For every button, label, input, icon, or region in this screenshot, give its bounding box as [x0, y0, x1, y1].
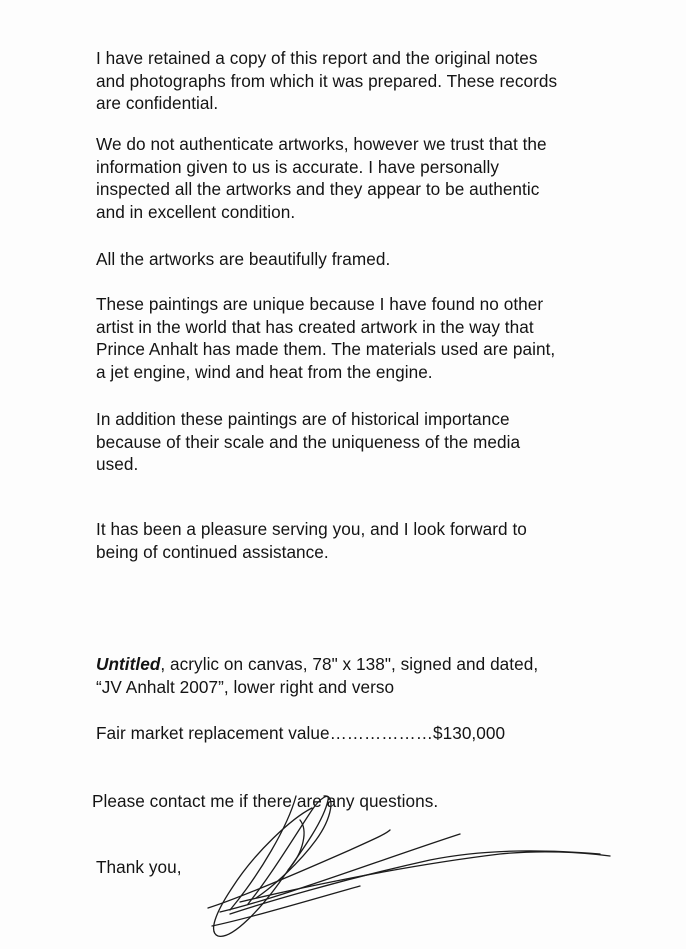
paragraph-line: used. — [96, 454, 139, 474]
artwork-line-2: “JV Anhalt 2007”, lower right and verso — [96, 676, 395, 697]
paragraph-line: and photographs from which it was prepared. These records — [96, 70, 558, 91]
paragraph-line: artist in the world that has created artwork in the way that — [96, 316, 534, 337]
contact-text: Please contact me if there are any questions. — [92, 791, 439, 811]
valuation-line — [96, 722, 656, 745]
paragraph-line: These paintings are unique because I have found no other — [96, 294, 544, 314]
artwork-title: Untitled — [96, 654, 161, 674]
paragraph-line: inspected all the artworks and they appear to be authentic — [96, 179, 540, 199]
paragraph-line: and in excellent condition. — [96, 201, 296, 222]
paragraph-line: In addition these paintings are of historical importance — [96, 409, 510, 429]
paragraph-line: Prince Anhalt has made them. The materials used are paint, — [96, 339, 556, 359]
paragraph-records — [96, 47, 656, 115]
paragraph-uniqueness — [96, 293, 656, 383]
paragraph-line: are confidential. — [96, 93, 219, 113]
paragraph-historical — [96, 408, 656, 476]
artwork-description — [96, 653, 656, 698]
paragraph-pleasure — [96, 518, 656, 563]
paragraph-line: It has been a pleasure serving you, and I look forward to — [96, 519, 527, 539]
paragraph-framing — [96, 248, 656, 271]
paragraph-line: All the artworks are beautifully framed. — [96, 249, 391, 269]
paragraph-authentication — [96, 133, 656, 223]
paragraph-line: a jet engine, wind and heat from the engine. — [96, 361, 433, 382]
paragraph-line: information given to us is accurate. I have personally — [96, 156, 499, 177]
paragraph-line: I have retained a copy of this report and the original notes — [96, 48, 538, 68]
artwork-details: , acrylic on canvas, 78" x 138", signed and dated, — [160, 654, 539, 674]
artwork-line-1 — [96, 653, 656, 676]
signature-icon — [200, 790, 620, 945]
valuation-text: Fair market replacement value………………$130,000 — [96, 723, 506, 743]
closing-text: Thank you, — [96, 857, 182, 877]
paragraph-line: We do not authenticate artworks, however we trust that the — [96, 134, 547, 154]
paragraph-line: being of continued assistance. — [96, 541, 329, 562]
paragraph-line: because of their scale and the uniqueness of the media — [96, 431, 521, 452]
